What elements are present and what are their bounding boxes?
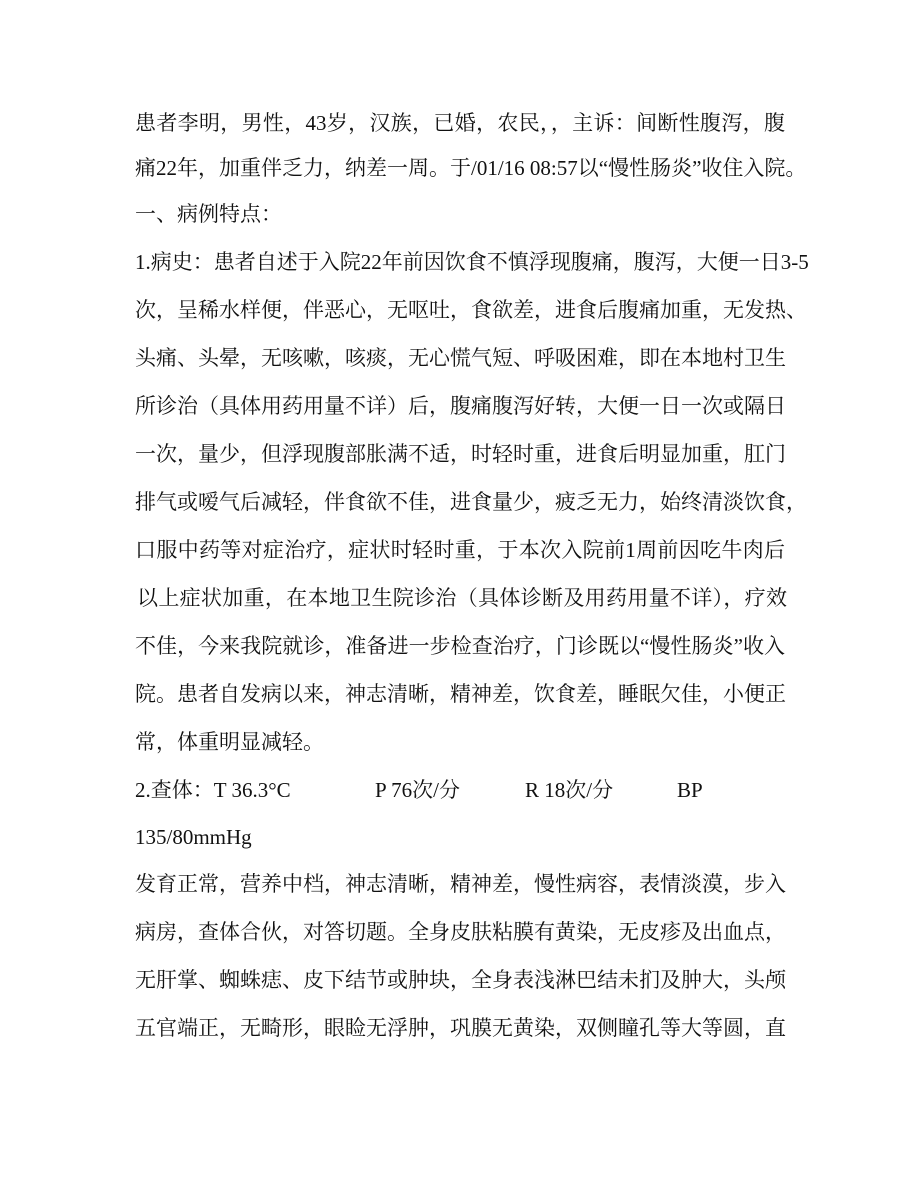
history-line: 口服中药等对症治疗，症状时轻时重，于本次入院前1周前因吃牛肉后 bbox=[135, 538, 785, 562]
section-heading: 一、病例特点： bbox=[135, 202, 282, 226]
findings-line: 发育正常，营养中档，神志清晰，精神差，慢性病容，表情淡漠，步入 bbox=[135, 872, 786, 896]
history-line: 常，体重明显减轻。 bbox=[135, 730, 324, 754]
findings-line: 病房，查体合伙，对答切题。全身皮肤粘膜有黄染，无皮疹及出血点， bbox=[135, 920, 786, 944]
history-line: 次，呈稀水样便，伴恶心，无呕吐，食欲差，进食后腹痛加重，无发热、 bbox=[135, 298, 807, 322]
history-line: 一次，量少，但浮现腹部胀满不适，时轻时重，进食后明显加重，肛门 bbox=[135, 442, 786, 466]
history-line: 所诊治（具体用药用量不详）后，腹痛腹泻好转，大便一日一次或隔日 bbox=[135, 394, 786, 418]
exam-respiration: R 18次/分 bbox=[525, 778, 614, 802]
exam-temperature: 2.查体：T 36.3°C bbox=[135, 778, 291, 802]
history-line: 排气或嗳气后减轻，伴食欲不佳，进食量少，疲乏无力，始终清淡饮食， bbox=[135, 490, 807, 514]
exam-bp-label: BP bbox=[677, 778, 703, 802]
exam-pulse: P 76次/分 bbox=[375, 778, 460, 802]
history-line: 头痛、头晕，无咳嗽，咳痰，无心慌气短、呼吸困难，即在本地村卫生 bbox=[135, 346, 786, 370]
intro-line: 患者李明，男性，43岁，汉族，已婚，农民，，主诉：间断性腹泻，腹 bbox=[135, 111, 785, 135]
intro-line: 痛22年，加重伴乏力，纳差一周。于/01/16 08:57以“慢性肠炎”收住入院。 bbox=[135, 156, 807, 180]
history-line: 以上症状加重，在本地卫生院诊治（具体诊断及用药用量不详），疗效 bbox=[137, 586, 787, 610]
exam-bp-value: 135/80mmHg bbox=[135, 825, 252, 849]
findings-line: 五官端正，无畸形，眼睑无浮肿，巩膜无黄染，双侧瞳孔等大等圆，直 bbox=[135, 1016, 786, 1040]
findings-line: 无肝掌、蜘蛛痣、皮下结节或肿块，全身表浅淋巴结未扪及肿大，头颅 bbox=[135, 968, 786, 992]
history-line: 不佳，今来我院就诊，准备进一步检查治疗，门诊既以“慢性肠炎”收入 bbox=[135, 634, 785, 658]
history-line: 院。患者自发病以来，神志清晰，精神差，饮食差，睡眠欠佳，小便正 bbox=[135, 682, 786, 706]
history-line: 1.病史：患者自述于入院22年前因饮食不慎浮现腹痛，腹泻，大便一日3-5 bbox=[135, 250, 809, 274]
